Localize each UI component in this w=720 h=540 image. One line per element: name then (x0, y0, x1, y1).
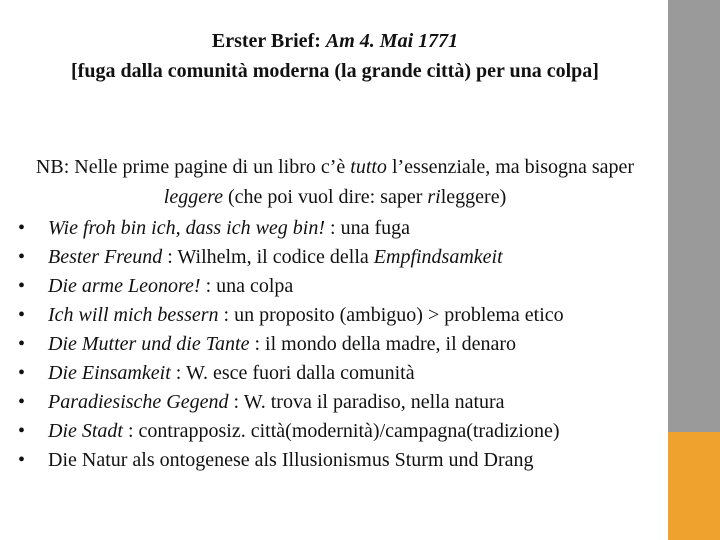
bullet-text: : un proposito (ambiguo) > problema etico (218, 304, 564, 326)
bullet-keyword: Die arme Leonore! (48, 275, 201, 297)
bullet-keyword: Die Einsamkeit (48, 362, 171, 384)
bullet-text: : una colpa (200, 275, 294, 297)
nb-text-2: l’essenziale, ma bisogna saper (386, 156, 635, 178)
bullet-keyword: Ich will mich bessern (48, 304, 219, 326)
slide-title (30, 26, 640, 86)
bullet-text: Die Natur als ontogenese als Illusionismus Sturm und Drang (48, 449, 534, 471)
bullet-text: : W. trova il paradiso, nella natura (228, 391, 505, 413)
list-item (18, 272, 658, 301)
nb-emph-leggere: leggere (163, 186, 223, 208)
nb-emph-tutto: tutto (350, 156, 387, 178)
bullet-list (18, 214, 658, 475)
side-band (665, 0, 720, 432)
list-item (18, 417, 658, 446)
bullet-keyword: Die Mutter und die Tante (48, 333, 250, 355)
title-prefix: Erster Brief: (211, 30, 326, 52)
bullet-keyword-2: Empfindsamkeit (373, 246, 503, 268)
list-item (18, 243, 658, 272)
bullet-dot: • (18, 217, 26, 239)
bullet-keyword: Paradiesische Gegend (48, 391, 229, 413)
list-item (18, 388, 658, 417)
nb-emph-ri: ri (427, 186, 441, 208)
list-item (18, 330, 658, 359)
bullet-dot: • (18, 449, 26, 471)
nb-text-4: leggere) (440, 186, 507, 208)
accent-band (665, 432, 720, 540)
bullet-text: : una fuga (325, 217, 410, 239)
bullet-dot: • (18, 246, 26, 268)
bullet-dot: • (18, 304, 26, 326)
bullet-text: : il mondo della madre, il denaro (249, 333, 517, 355)
title-date: Am 4. Mai 1771 (325, 30, 459, 52)
bullet-dot: • (18, 420, 26, 442)
bullet-text: : W. esce fuori dalla comunità (170, 362, 415, 384)
title-subtitle: [fuga dalla comunità moderna (la grande città) per una colpa] (71, 60, 599, 82)
list-item (18, 359, 658, 388)
nb-text-1: NB: Nelle prime pagine di un libro c’è (35, 156, 351, 178)
nb-note (20, 152, 650, 212)
side-decoration (665, 0, 720, 540)
side-divider (665, 0, 668, 540)
bullet-keyword: Wie froh bin ich, dass ich weg bin! (48, 217, 326, 239)
list-item (18, 446, 658, 475)
bullet-keyword: Die Stadt (48, 420, 123, 442)
bullet-dot: • (18, 275, 26, 297)
bullet-dot: • (18, 333, 26, 355)
nb-text-3: (che poi vuol dire: saper (223, 186, 428, 208)
bullet-keyword: Bester Freund (48, 246, 163, 268)
bullet-text: : Wilhelm, il codice della (162, 246, 374, 268)
bullet-text: : contrapposiz. città(modernità)/campagna(tradizione) (123, 420, 560, 442)
bullet-dot: • (18, 362, 26, 384)
list-item (18, 214, 658, 243)
bullet-dot: • (18, 391, 26, 413)
list-item (18, 301, 658, 330)
